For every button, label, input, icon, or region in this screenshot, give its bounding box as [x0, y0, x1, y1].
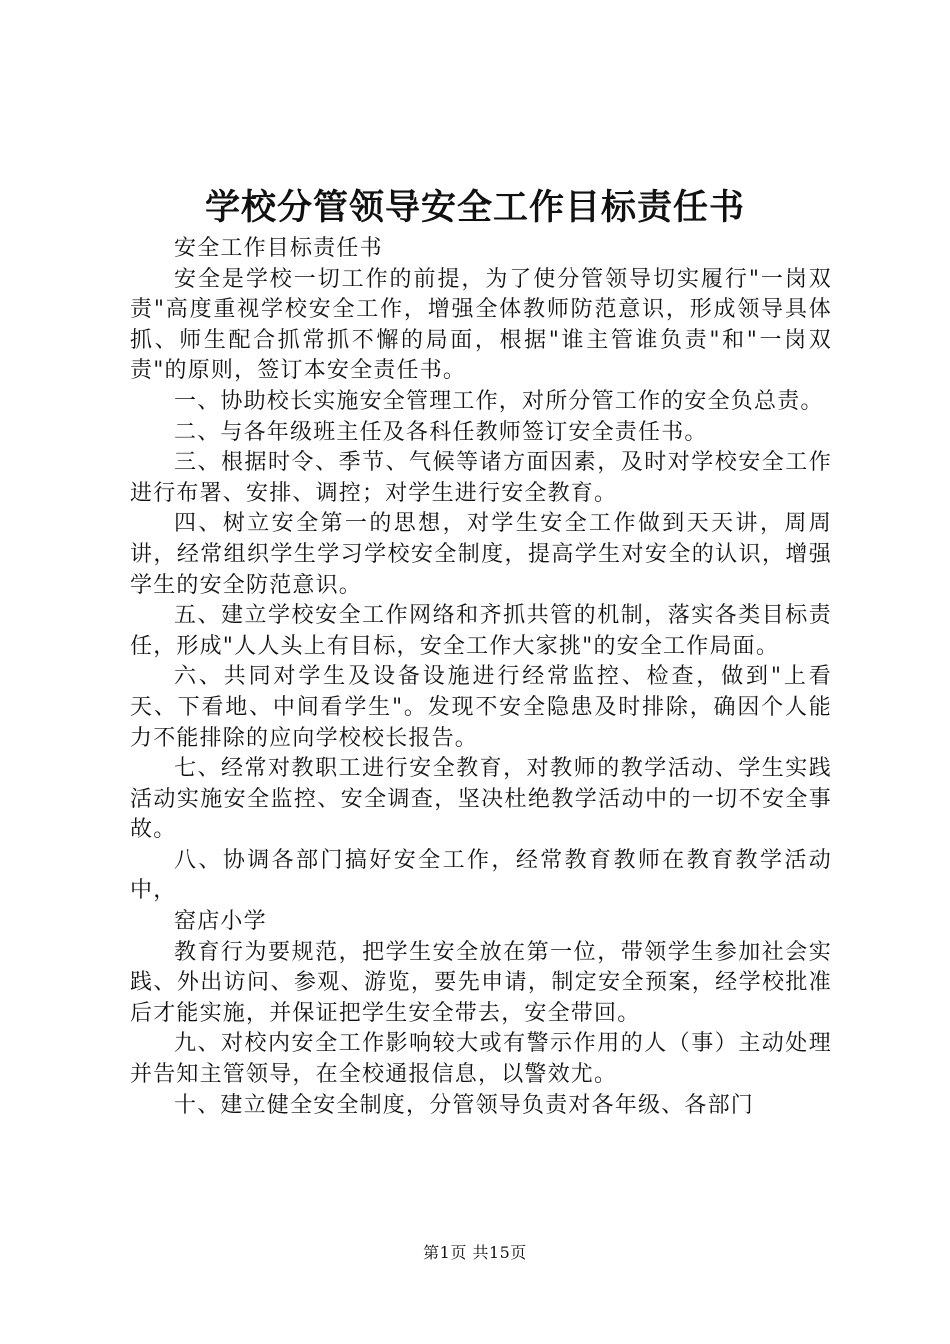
document-title: 学校分管领导安全工作目标责任书 [204, 187, 745, 228]
paragraph-item-4: 四、树立安全第一的思想，对学生安全工作做到天天讲，周周讲，经常组织学生学习学校安全制度，提高学生对安全的认识，增强学生的安全防范意识。 [130, 511, 832, 598]
paragraph-item-8-continued: 教育行为要规范，把学生安全放在第一位，带领学生参加社会实践、外出访问、参观、游览，要先申请，制定安全预案，经学校批准后才能实施，并保证把学生安全带去，安全带回。 [130, 939, 832, 1026]
paragraph-heading: 安全工作目标责任书 [174, 236, 383, 261]
paragraph-item-5: 五、建立学校安全工作网络和齐抓共管的机制，落实各类目标责任，形成"人人头上有目标，安全工作大家挑"的安全工作局面。 [130, 603, 832, 659]
paragraph-item-8: 八、协调各部门搞好安全工作，经常教育教师在教育教学活动中， [130, 847, 832, 904]
paragraph-school-name: 窑店小学 [174, 909, 267, 935]
paragraph-item-9: 九、对校内安全工作影响较大或有警示作用的人（事）主动处理并告知主管领导，在全校通报信息，以警效尤。 [130, 1031, 832, 1088]
paragraph-item-6: 六、共同对学生及设备设施进行经常监控、检查，做到"上看天、下看地、中间看学生"。发现不安全隐患及时排除，确因个人能力不能排除的应向学校校长报告。 [130, 664, 832, 751]
paragraph-item-2: 二、与各年级班主任及各科任教师签订安全责任书。 [174, 419, 708, 445]
paragraph-item-10: 十、建立健全安全制度，分管领导负责对各年级、各部门 [174, 1092, 755, 1118]
page-footer: 第1页 共15页 [423, 1243, 527, 1262]
paragraph-item-1: 一、协助校长实施安全管理工作，对所分管工作的安全负总责。 [174, 388, 824, 414]
paragraph-preamble: 安全是学校一切工作的前提，为了使分管领导切实履行"一岗双责"高度重视学校安全工作，增强全体教师防范意识，形成领导具体抓、师生配合抓常抓不懈的局面，根据"谁主管谁负责"和"一岗双责"的原则，签订本安全责任书。 [130, 266, 832, 384]
document-body [130, 234, 832, 1121]
paragraph-item-7: 七、经常对教职工进行安全教育，对教师的教学活动、学生实践活动实施安全监控、安全调查，坚决杜绝教学活动中的一切不安全事故。 [130, 756, 832, 843]
paragraph-item-3: 三、根据时令、季节、气候等诸方面因素，及时对学校安全工作进行布署、安排、调控；对学生进行安全教育。 [130, 450, 832, 506]
